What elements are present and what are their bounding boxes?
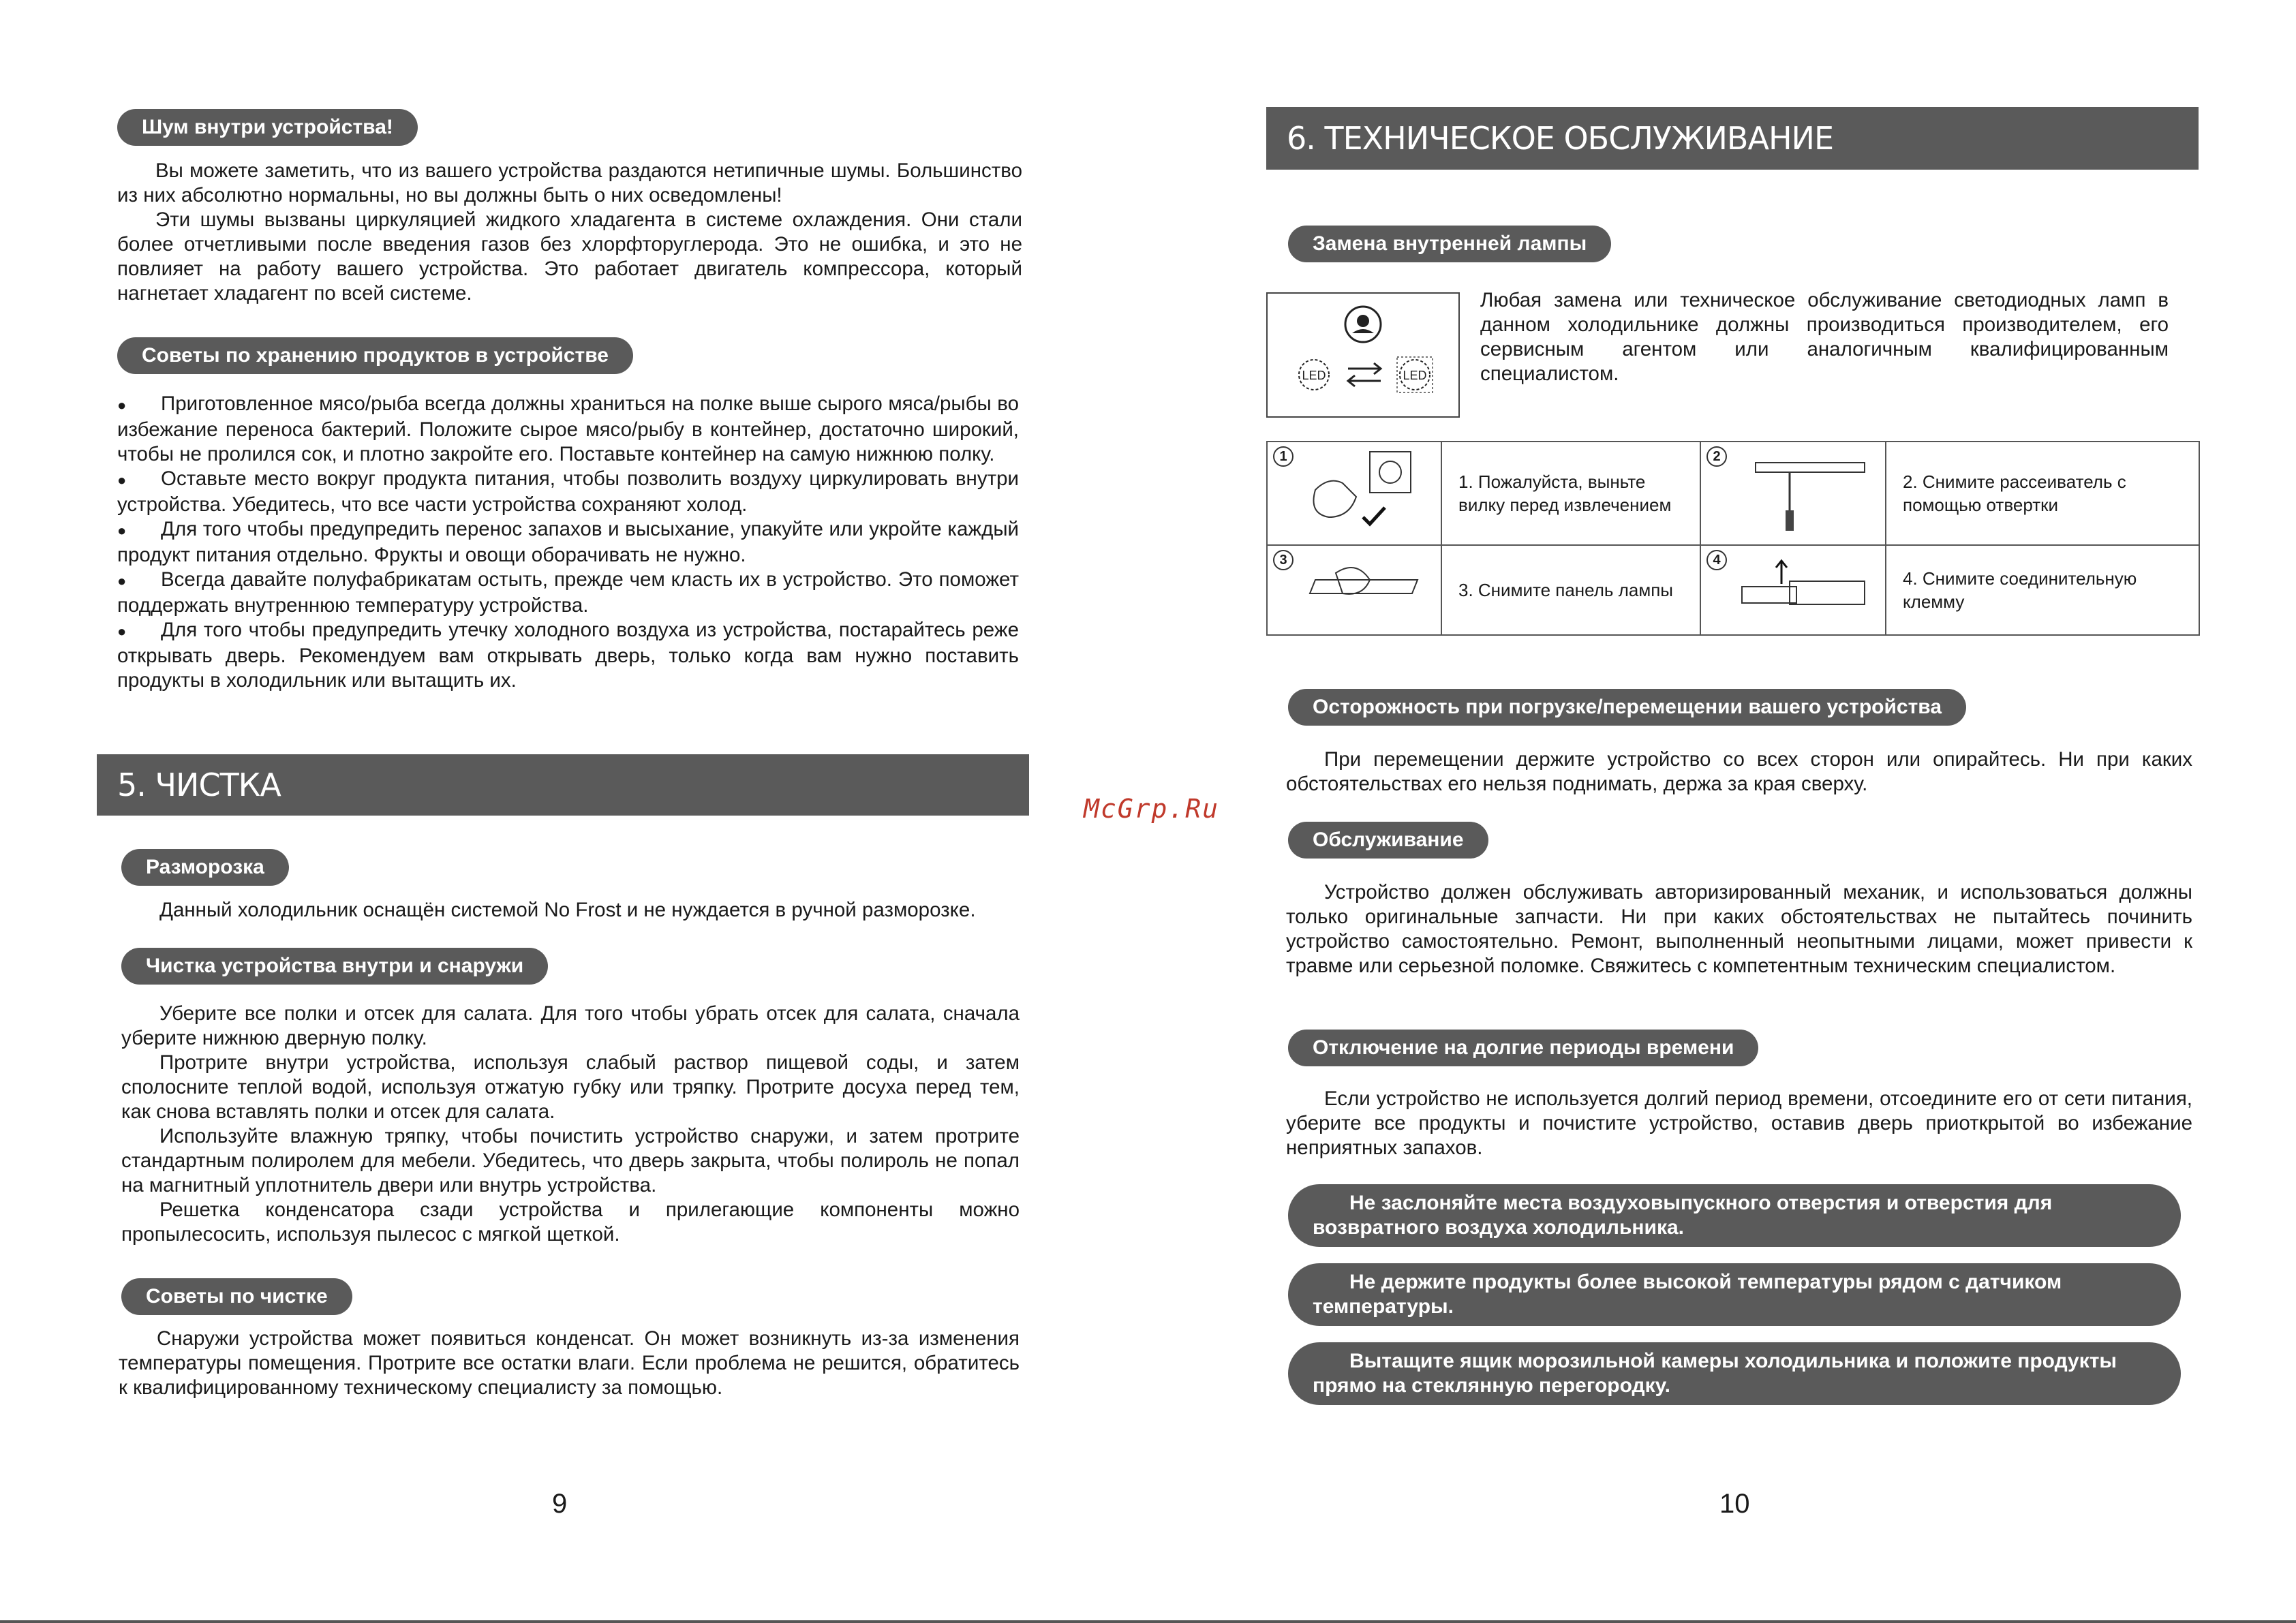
step-2-image xyxy=(1700,442,1886,545)
lamp-text xyxy=(1480,288,2169,386)
defrost-heading: Разморозка xyxy=(121,849,289,886)
moving-text xyxy=(1286,747,2192,797)
moving-heading: Осторожность при погрузке/перемещении вашего устройства xyxy=(1288,689,1966,726)
defrost-paragraph: Данный холодильник оснащён системой No Frost и не нуждается в ручной разморозке. xyxy=(159,899,976,921)
step-number: 1 xyxy=(1273,446,1294,467)
step-1-image xyxy=(1267,442,1441,545)
led-replacement-figure xyxy=(1266,292,1460,418)
step-1-text: 1. Пожалуйста, выньте вилку перед извлечением xyxy=(1441,442,1700,545)
section-title-maintenance: 6. ТЕХНИЧЕСКОЕ ОБСЛУЖИВАНИЕ xyxy=(1266,107,2199,170)
step-number: 4 xyxy=(1706,550,1727,570)
cleaning-heading: Чистка устройства внутри и снаружи xyxy=(121,948,548,985)
tips-heading: Советы по чистке xyxy=(121,1278,352,1315)
step-4-image xyxy=(1700,545,1886,635)
list-item: ● Для того чтобы предупредить утечку холодного воздуха из устройства, постарайтесь реже открывать дверь. Рекомендуем вам открывать дверь, только когда вам нужно поставить продукты в холодильник или вытащить их. xyxy=(117,618,1019,693)
step-number: 2 xyxy=(1706,446,1727,467)
warning-banner: Вытащите ящик морозильной камеры холодильника и положите продукты прямо на стеклянную перегородку. xyxy=(1288,1342,2181,1405)
step-2-text: 2. Снимите рассеиватель с помощью отвертки xyxy=(1886,442,2199,545)
list-item: ● Для того чтобы предупредить перенос запахов и высыхание, упакуйте или укройте каждый продукт питания отдельно. Фрукты и овощи оборачивать не нужно. xyxy=(117,517,1019,568)
section-title-cleaning: 5. ЧИСТКА xyxy=(97,754,1029,816)
noise-heading: Шум внутри устройства! xyxy=(117,109,418,146)
tips-paragraph: Снаружи устройства может появиться конденсат. Он может возникнуть из-за изменения температуры помещения. Протрите все остатки влаги. Если проблема не решится, обратитесь к квалифицированному техническому специалисту за помощью. xyxy=(119,1327,1020,1399)
led-service-icon xyxy=(1268,294,1458,416)
noise-paragraph: Вы можете заметить, что из вашего устройства раздаются нетипичные шумы. Большинство из них абсолютно нормальны, но вы должны быть о них осведомлены! xyxy=(117,159,1022,206)
table-row xyxy=(1267,545,2199,635)
noise-text xyxy=(117,159,1022,306)
led-label-left: LED xyxy=(1302,369,1326,382)
cleaning-text xyxy=(121,1002,1020,1247)
step-number: 3 xyxy=(1273,550,1294,570)
page-bottom-rule xyxy=(0,1620,2296,1623)
step-4-text: 4. Снимите соединительную клемму xyxy=(1886,545,2199,635)
page-number-left: 9 xyxy=(552,1489,568,1519)
screwdriver-icon xyxy=(1701,442,1884,539)
connector-icon xyxy=(1701,546,1884,629)
cleaning-paragraph: Решетка конденсатора сзади устройства и прилегающие компоненты можно пропылесосить, используя пылесос с мягкой щеткой. xyxy=(121,1199,1020,1246)
defrost-text xyxy=(121,898,1028,923)
list-item: ● Оставьте место вокруг продукта питания, чтобы позволить воздуху циркулировать внутри устройства. Убедитесь, что все части устройства сохраняют холод. xyxy=(117,467,1019,517)
watermark: McGrp.Ru xyxy=(1084,794,1220,824)
storage-list xyxy=(117,392,1019,693)
step-3-image xyxy=(1267,545,1441,635)
storage-heading: Советы по хранению продуктов в устройстве xyxy=(117,337,633,374)
service-paragraph: Устройство должен обслуживать авторизированный механик, и использоваться должны только оригинальные запчасти. Ни при каких обстоятельствах не пытайтесь починить устройство самостоятельно. Ремонт, выполненный неопытными лицами, может привести к травме или серьезной поломке. Свяжитесь с компетентным техническим специалистом. xyxy=(1286,881,2192,977)
led-label-right: LED xyxy=(1403,369,1427,382)
warning-banner: Не держите продукты более высокой температуры рядом с датчиком температуры. xyxy=(1288,1263,2181,1326)
left-page xyxy=(0,0,1118,1623)
warning-banner: Не заслоняйте места воздуховыпускного отверстия и отверстия для возвратного воздуха холодильника. xyxy=(1288,1184,2181,1247)
service-heading: Обслуживание xyxy=(1288,822,1488,859)
lamp-steps-table xyxy=(1266,441,2200,636)
tips-text xyxy=(119,1327,1020,1400)
list-item: ● Всегда давайте полуфабрикатам остыть, прежде чем класть их в устройство. Это поможет поддержать внутреннюю температуру устройства. xyxy=(117,568,1019,618)
table-row xyxy=(1267,442,2199,545)
lamp-heading: Замена внутренней лампы xyxy=(1288,226,1611,262)
page-number-right: 10 xyxy=(1719,1489,1750,1519)
noise-paragraph: Эти шумы вызваны циркуляцией жидкого хладагента в системе охлаждения. Они стали более отчетливыми после введения газов без хлорфторуглерода. Это не ошибка, и это не повлияет на работу вашего устройства. Это работает двигатель компрессора, который нагнетает хладагент по всей системе. xyxy=(117,208,1022,305)
lamp-paragraph: Любая замена или техническое обслуживание светодиодных ламп в данном холодильнике должны производиться производителем, его сервисным агентом или аналогичным квалифицированным специалистом. xyxy=(1480,289,2169,385)
cleaning-paragraph: Уберите все полки и отсек для салата. Для того чтобы убрать отсек для салата, сначала уберите нижнюю дверную полку. xyxy=(121,1002,1020,1049)
step-3-text: 3. Снимите панель лампы xyxy=(1441,545,1700,635)
cleaning-paragraph: Протрите внутри устройства, используя слабый раствор пищевой соды, и затем сполосните теплой водой, используя отжатую губку или тряпку. Протрите досуха перед тем, как снова вставлять полки и отсек для салата. xyxy=(121,1051,1020,1123)
long-off-heading: Отключение на долгие периоды времени xyxy=(1288,1030,1758,1066)
long-off-text xyxy=(1286,1087,2192,1160)
list-item: ● Приготовленное мясо/рыба всегда должны храниться на полке выше сырого мяса/рыбы во избежание переноса бактерий. Положите сырое мясо/рыбу в контейнер, достаточно широкий, чтобы не пролился сок, и плотно закройте его. Поставьте контейнер на самую нижнюю полку. xyxy=(117,392,1019,467)
service-text xyxy=(1286,880,2192,978)
cleaning-paragraph: Используйте влажную тряпку, чтобы почистить устройство снаружи, и затем протрите стандартным полиролем для мебели. Убедитесь, что дверь закрыта, чтобы полироль не попал на магнитный уплотнитель двери или внутрь устройства. xyxy=(121,1125,1020,1196)
long-off-paragraph: Если устройство не используется долгий период времени, отсоедините его от сети питания, уберите все продукты и почистите устройство, оставив дверь приоткрытой во избежание неприятных запахов. xyxy=(1286,1087,2192,1159)
moving-paragraph: При перемещении держите устройство со всех сторон или опирайтесь. Ни при каких обстоятельствах его нельзя поднимать, держа за края сверху. xyxy=(1286,748,2192,795)
